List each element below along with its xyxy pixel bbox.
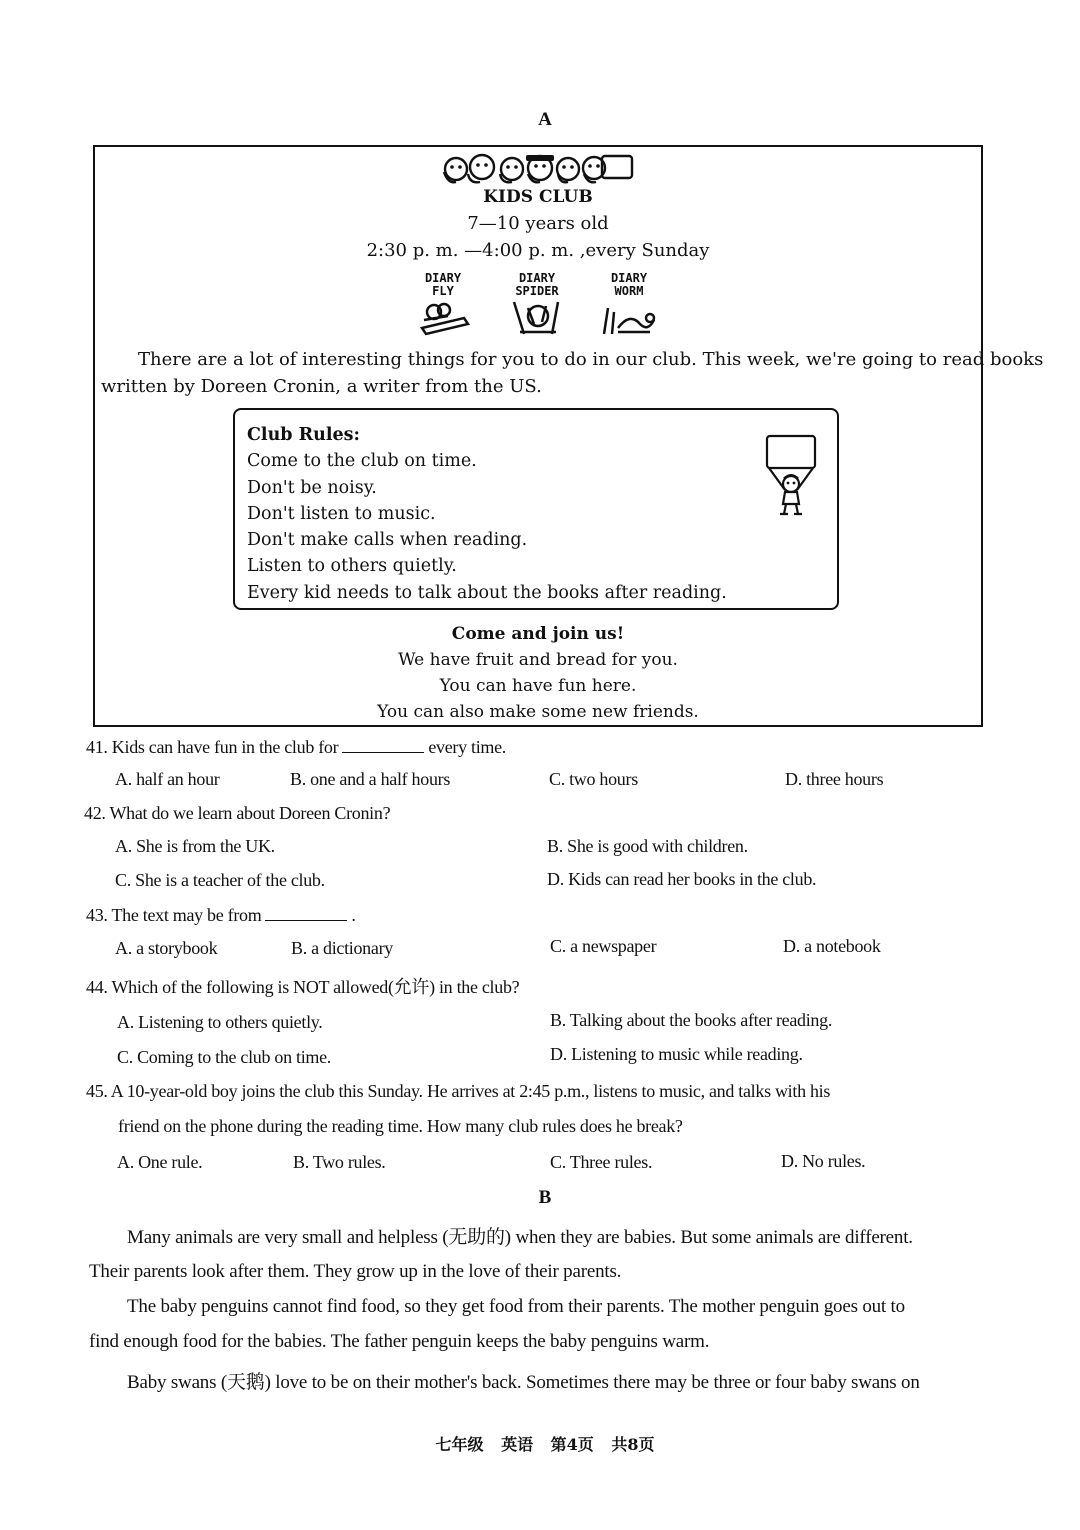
kids-faces-banner-icon <box>440 152 636 186</box>
closing-headline: Come and join us! <box>451 624 625 644</box>
question-41-stem <box>86 736 506 758</box>
question-45-option-d[interactable]: D. No rules. <box>781 1151 866 1171</box>
question-42-stem: 42. What do we learn about Doreen Cronin? <box>84 803 391 823</box>
question-42-option-d[interactable]: D. Kids can read her books in the club. <box>547 869 817 889</box>
question-43-option-c[interactable]: C. a newspaper <box>550 936 657 956</box>
question-41-option-b[interactable]: B. one and a half hours <box>290 769 451 789</box>
answer-blank[interactable] <box>265 904 347 921</box>
footer-total-pages: 共8页 <box>611 1435 655 1454</box>
club-rule-item: Don't listen to music. <box>247 503 436 524</box>
question-text: 43. The text may be from <box>86 905 262 925</box>
question-45-option-c[interactable]: C. Three rules. <box>550 1152 653 1172</box>
question-43-option-a[interactable]: A. a storybook <box>115 938 218 958</box>
passage-b-line: Baby swans (天鹅) love to be on their mother's back. Sometimes there may be three or four baby swans on <box>127 1372 920 1393</box>
book-title-line1: DIARY <box>610 271 648 285</box>
question-44-option-c[interactable]: C. Coming to the club on time. <box>117 1047 331 1067</box>
diary-of-a-fly-book-icon <box>418 272 468 340</box>
question-text: 41. Kids can have fun in the club for <box>86 737 339 757</box>
poster-age: 7—10 years old <box>467 213 609 234</box>
club-rule-item: Don't be noisy. <box>247 477 377 498</box>
question-42-option-c[interactable]: C. She is a teacher of the club. <box>115 870 325 890</box>
club-rule-item: Come to the club on time. <box>247 451 477 472</box>
question-text: . <box>351 905 356 925</box>
question-43-option-b[interactable]: B. a dictionary <box>291 938 393 958</box>
closing-line: We have fruit and bread for you. <box>398 650 678 670</box>
kid-holding-sign-icon <box>761 434 821 516</box>
closing-line: You can also make some new friends. <box>377 702 699 722</box>
club-rule-item: Listen to others quietly. <box>247 556 457 577</box>
section-b-label: B <box>538 1187 552 1208</box>
diary-of-a-spider-book-icon <box>510 272 564 340</box>
passage-b-line: The baby penguins cannot find food, so they get food from their parents. The mother penguin goes out to <box>127 1296 905 1317</box>
question-45-stem-line1: 45. A 10-year-old boy joins the club this Sunday. He arrives at 2:45 p.m., listens to music, and talks with his <box>86 1081 831 1101</box>
passage-b-line: Many animals are very small and helpless (无助的) when they are babies. But some animals are different. <box>127 1227 913 1248</box>
question-44-option-a[interactable]: A. Listening to others quietly. <box>117 1012 323 1032</box>
question-text: every time. <box>428 737 506 757</box>
question-44-option-d[interactable]: D. Listening to music while reading. <box>550 1044 803 1064</box>
footer-grade: 七年级 <box>435 1435 484 1454</box>
question-43-option-d[interactable]: D. a notebook <box>783 936 881 956</box>
footer-subject: 英语 <box>501 1435 534 1454</box>
question-45-stem-line2: friend on the phone during the reading time. How many club rules does he break? <box>118 1116 683 1136</box>
club-rule-item: Every kid needs to talk about the books after reading. <box>247 582 727 603</box>
question-42-option-a[interactable]: A. She is from the UK. <box>115 836 275 856</box>
closing-line: You can have fun here. <box>439 676 637 696</box>
question-43-stem <box>86 904 356 926</box>
page-footer <box>0 1432 1080 1455</box>
question-45-option-a[interactable]: A. One rule. <box>117 1152 203 1172</box>
question-44-option-b[interactable]: B. Talking about the books after reading. <box>550 1010 833 1030</box>
book-title-line2: FLY <box>432 284 454 298</box>
book-title-line2: SPIDER <box>515 284 559 298</box>
club-rules-header: Club Rules: <box>247 425 360 445</box>
book-title-line1: DIARY <box>518 271 556 285</box>
question-42-option-b[interactable]: B. She is good with children. <box>547 836 748 856</box>
question-41-option-d[interactable]: D. three hours <box>785 769 884 789</box>
question-41-option-a[interactable]: A. half an hour <box>115 769 220 789</box>
club-rules-box <box>233 408 839 610</box>
book-title-line1: DIARY <box>424 271 462 285</box>
poster-title: KIDS CLUB <box>483 187 593 207</box>
poster-time: 2:30 p. m. —4:00 p. m. ,every Sunday <box>366 240 710 261</box>
answer-blank[interactable] <box>342 736 424 753</box>
passage-b-line: find enough food for the babies. The father penguin keeps the baby penguins warm. <box>89 1331 710 1352</box>
poster-intro-line2: written by Doreen Cronin, a writer from the US. <box>101 376 542 397</box>
club-rules-list <box>247 422 727 606</box>
question-44-stem: 44. Which of the following is NOT allowed(允许) in the club? <box>86 977 520 997</box>
book-title-line2: WORM <box>614 284 644 298</box>
question-41-option-c[interactable]: C. two hours <box>549 769 638 789</box>
diary-of-a-worm-book-icon <box>600 272 658 340</box>
passage-b-line: Their parents look after them. They grow up in the love of their parents. <box>89 1261 622 1282</box>
footer-page-number: 第4页 <box>550 1435 594 1454</box>
section-a-label: A <box>538 109 552 130</box>
club-rule-item: Don't make calls when reading. <box>247 530 528 551</box>
question-45-option-b[interactable]: B. Two rules. <box>293 1152 386 1172</box>
poster-intro-line1: There are a lot of interesting things for you to do in our club. This week, we're going to read books <box>138 349 1044 370</box>
